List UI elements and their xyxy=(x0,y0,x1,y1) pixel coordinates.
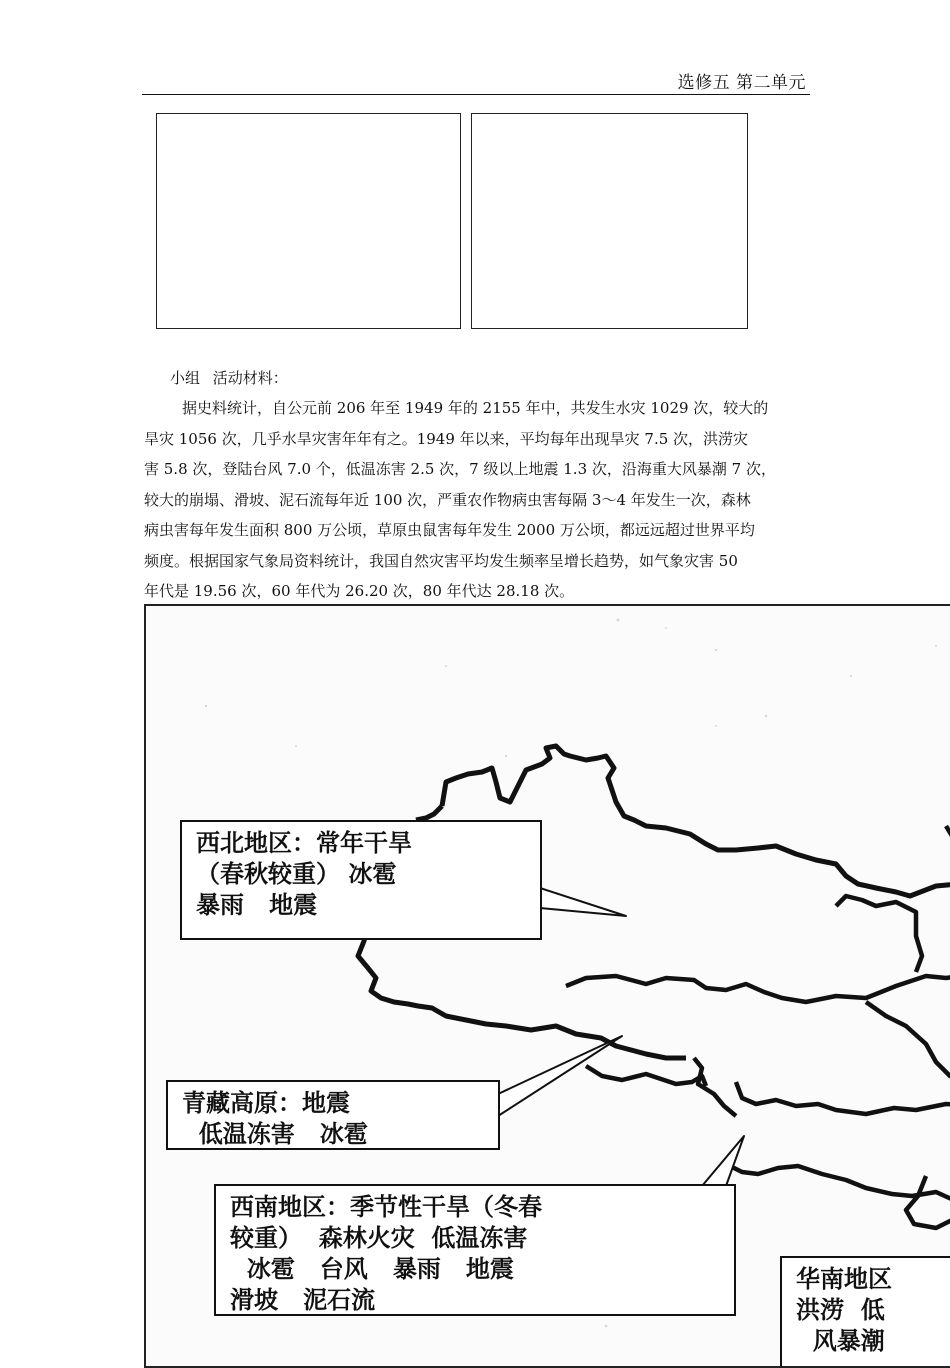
empty-answer-box-right xyxy=(471,113,748,329)
paragraph-line: 频度。根据国家气象局资料统计，我国自然灾害平均发生频率呈增长趋势，如气象灾害 50 xyxy=(144,551,738,570)
paragraph-line: 病虫害每年发生面积 800 万公顷，草原虫鼠害每年发生 2000 万公顷，都远远超过世界平均 xyxy=(144,521,755,539)
statistics-paragraph xyxy=(144,393,808,607)
callout-line: 滑坡 泥石流 xyxy=(230,1286,376,1314)
callout-line: （春秋较重） 冰雹 xyxy=(196,860,397,888)
paragraph-line: 据史料统计，自公元前 206 年至 1949 年的 2155 年中，共发生水灾 1029 次，较大的 xyxy=(182,399,769,417)
callout-line: 华南地区 xyxy=(796,1265,892,1293)
callout-northwest-region xyxy=(180,820,542,940)
callout-line: 较重） 森林火灾 低温冻害 xyxy=(230,1224,528,1252)
header-title: 选修五 第二单元 xyxy=(677,73,806,93)
page-header xyxy=(142,66,810,95)
empty-answer-box-left xyxy=(156,113,461,329)
paragraph-line: 旱灾 1056 次，几乎水旱灾害年年有之。1949 年以来，平均每年出现旱灾 7.5 次，洪涝灾 xyxy=(144,429,749,448)
callout-line: 青藏高原：地震 xyxy=(182,1089,350,1117)
callout-line: 低温冻害 冰雹 xyxy=(182,1120,368,1148)
paragraph-line: 较大的崩塌、滑坡、泥石流每年近 100 次，严重农作物病虫害每隔 3～4 年发生一次，森林 xyxy=(144,490,751,509)
callout-line: 暴雨 地震 xyxy=(196,891,318,919)
callout-qingzang-plateau xyxy=(166,1080,500,1150)
callout-line: 冰雹 台风 暴雨 地震 xyxy=(230,1255,514,1283)
section-label: 小组 活动材料： xyxy=(170,369,288,387)
callout-line: 西北地区：常年干旱 xyxy=(196,829,412,857)
callout-line: 西南地区：季节性干旱（冬春 xyxy=(230,1193,542,1221)
paragraph-line: 年代是 19.56 次，60 年代为 26.20 次，80 年代达 28.18 次。 xyxy=(144,582,575,600)
disaster-map xyxy=(144,604,950,1368)
callout-southwest-region xyxy=(214,1184,736,1316)
callout-line: 洪涝 低 xyxy=(796,1296,885,1324)
paragraph-line: 害 5.8 次，登陆台风 7.0 个，低温冻害 2.5 次，7 级以上地震 1.3 次，沿海重大风暴潮 7 次， xyxy=(144,460,776,478)
callout-south-china-region xyxy=(780,1256,950,1368)
callout-line: 风暴潮 xyxy=(796,1327,885,1355)
